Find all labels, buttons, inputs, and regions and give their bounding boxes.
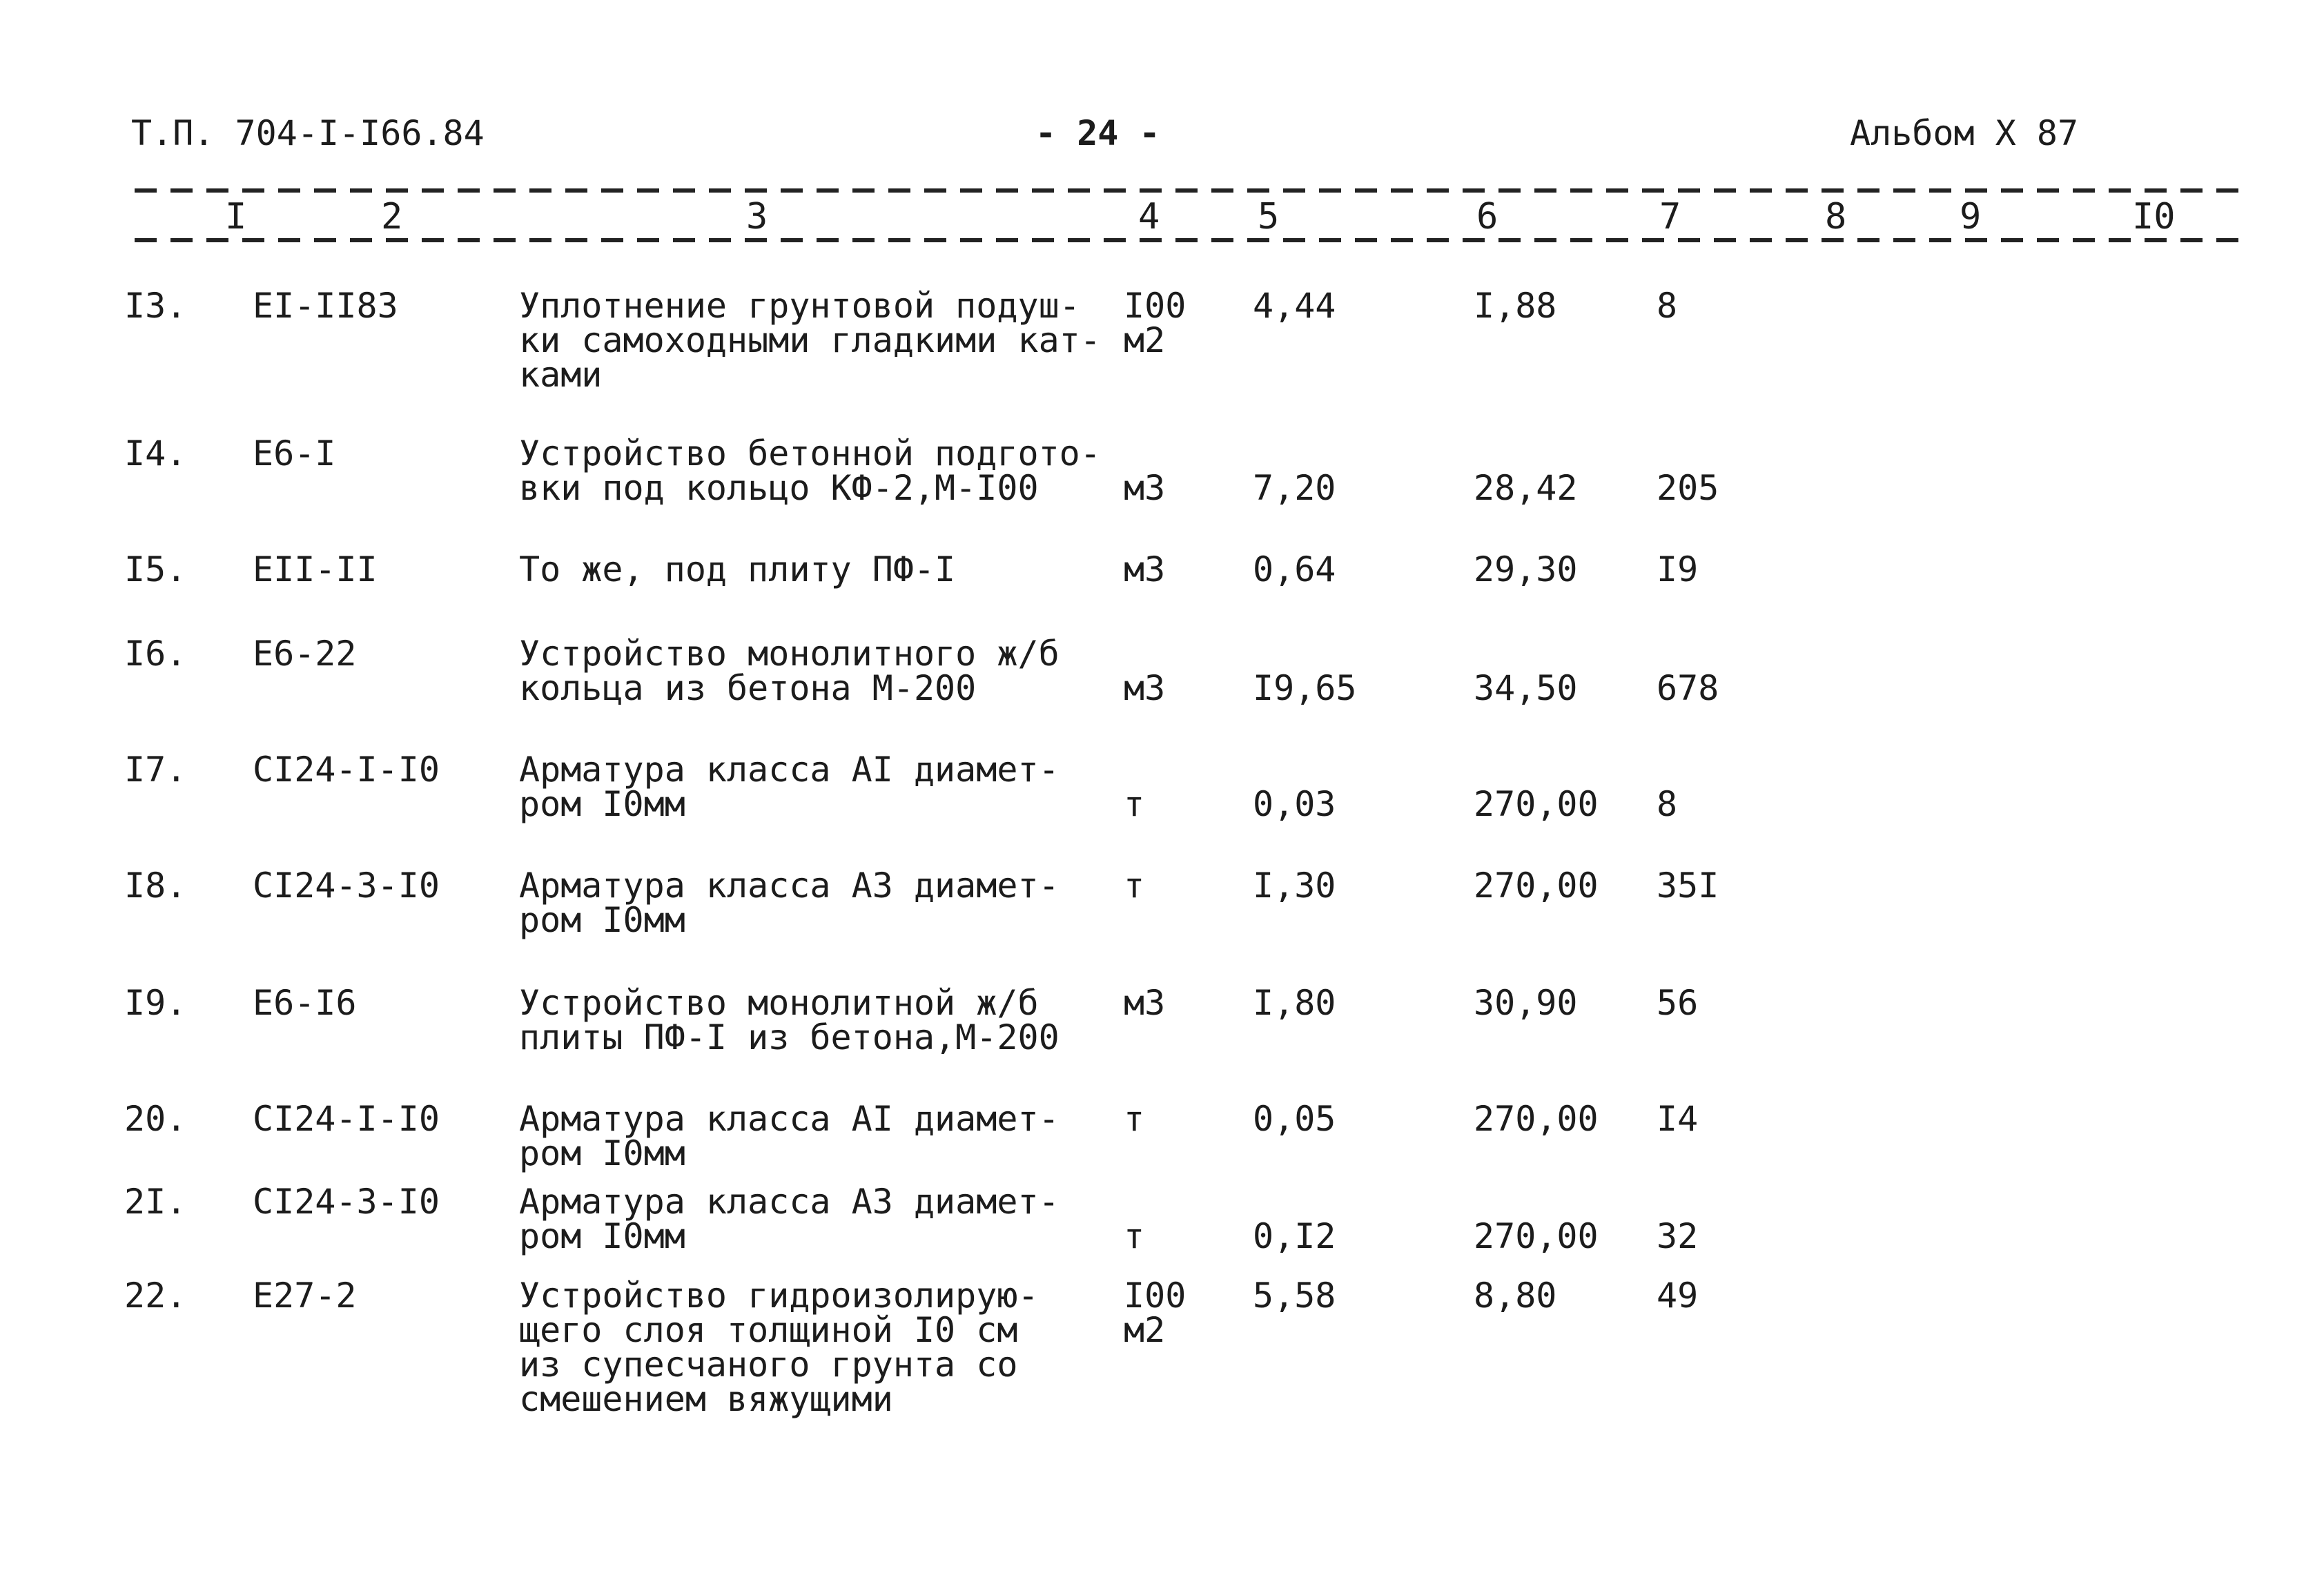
album-label: Альбом X 87 bbox=[1850, 113, 2079, 153]
quantity: I,80 bbox=[1253, 983, 1336, 1023]
column-number: I bbox=[222, 199, 249, 235]
total-cost: 8 bbox=[1657, 784, 1678, 824]
work-description: Устройство гидроизолирую- щего слоя толщиной I0 см из супесчаного грунта со смешением вяжущими bbox=[519, 1276, 1039, 1419]
quantity: 7,20 bbox=[1253, 468, 1336, 508]
norm-code: CI24-I-I0 bbox=[253, 750, 440, 790]
unit: I00 м2 bbox=[1124, 1276, 1187, 1350]
work-description: Арматура класса А3 диамет- ром I0мм bbox=[519, 866, 1060, 940]
row-number: I5. bbox=[124, 549, 187, 589]
quantity: 0,I2 bbox=[1253, 1216, 1336, 1256]
column-number: 8 bbox=[1822, 199, 1849, 235]
total-cost: 35I bbox=[1657, 866, 1719, 906]
row-number: I7. bbox=[124, 750, 187, 790]
norm-code: E27-2 bbox=[253, 1276, 357, 1316]
work-description: То же, под плиту ПФ-I bbox=[519, 549, 956, 589]
unit: м3 bbox=[1124, 668, 1166, 708]
norm-code: EII-II bbox=[253, 549, 378, 589]
unit-price: 270,00 bbox=[1474, 1216, 1599, 1256]
header-rule-bottom bbox=[135, 238, 2240, 242]
column-number: 3 bbox=[743, 199, 770, 235]
column-number: 9 bbox=[1957, 199, 1984, 235]
column-number: 7 bbox=[1657, 199, 1683, 235]
unit-price: 270,00 bbox=[1474, 1099, 1599, 1139]
total-cost: 32 bbox=[1657, 1216, 1699, 1256]
quantity: 4,44 bbox=[1253, 286, 1336, 326]
row-number: I8. bbox=[124, 866, 187, 906]
unit: т bbox=[1124, 1216, 1145, 1256]
column-number: 4 bbox=[1135, 199, 1162, 235]
total-cost: 49 bbox=[1657, 1276, 1699, 1316]
unit: т bbox=[1124, 1099, 1145, 1139]
document-code: Т.П. 704-I-I66.84 bbox=[131, 113, 485, 153]
total-cost: 205 bbox=[1657, 468, 1719, 508]
total-cost: 56 bbox=[1657, 983, 1699, 1023]
quantity: 0,03 bbox=[1253, 784, 1336, 824]
row-number: I9. bbox=[124, 983, 187, 1023]
norm-code: CI24-3-I0 bbox=[253, 866, 440, 906]
quantity: 0,05 bbox=[1253, 1099, 1336, 1139]
row-number: I6. bbox=[124, 634, 187, 674]
norm-code: E6-22 bbox=[253, 634, 357, 674]
total-cost: 8 bbox=[1657, 286, 1678, 326]
unit-price: 30,90 bbox=[1474, 983, 1578, 1023]
header-rule-top bbox=[135, 188, 2240, 193]
row-number: 22. bbox=[124, 1276, 187, 1316]
unit-price: 8,80 bbox=[1474, 1276, 1557, 1316]
work-description: Уплотнение грунтовой подуш- ки самоходными гладкими кат- ками bbox=[519, 286, 1101, 395]
norm-code: CI24-I-I0 bbox=[253, 1099, 440, 1139]
unit: т bbox=[1124, 866, 1145, 906]
unit-price: 270,00 bbox=[1474, 866, 1599, 906]
column-number: 5 bbox=[1255, 199, 1282, 235]
work-description: Устройство монолитного ж/б кольца из бетона М-200 bbox=[519, 634, 1060, 708]
unit-price: 28,42 bbox=[1474, 468, 1578, 508]
unit: I00 м2 bbox=[1124, 286, 1187, 360]
column-number: I0 bbox=[2129, 199, 2178, 235]
page-number: - 24 - bbox=[1035, 113, 1160, 153]
unit-price: 29,30 bbox=[1474, 549, 1578, 589]
unit: м3 bbox=[1124, 983, 1166, 1023]
total-cost: 678 bbox=[1657, 668, 1719, 708]
row-number: 2I. bbox=[124, 1182, 187, 1222]
quantity: I,30 bbox=[1253, 866, 1336, 906]
unit-price: 34,50 bbox=[1474, 668, 1578, 708]
total-cost: I9 bbox=[1657, 549, 1699, 589]
quantity: 5,58 bbox=[1253, 1276, 1336, 1316]
work-description: Арматура класса АI диамет- ром I0мм bbox=[519, 750, 1060, 824]
row-number: I4. bbox=[124, 433, 187, 474]
work-description: Устройство бетонной подгото- вки под кольцо КФ-2,М-I00 bbox=[519, 433, 1101, 508]
work-description: Устройство монолитной ж/б плиты ПФ-I из бетона,М-200 bbox=[519, 983, 1060, 1057]
unit: м3 bbox=[1124, 549, 1166, 589]
quantity: I9,65 bbox=[1253, 668, 1357, 708]
work-description: Арматура класса АI диамет- ром I0мм bbox=[519, 1099, 1060, 1173]
column-number: 6 bbox=[1474, 199, 1501, 235]
unit: т bbox=[1124, 784, 1145, 824]
row-number: I3. bbox=[124, 286, 187, 326]
unit-price: 270,00 bbox=[1474, 784, 1599, 824]
norm-code: E6-I6 bbox=[253, 983, 357, 1023]
norm-code: CI24-3-I0 bbox=[253, 1182, 440, 1222]
column-number: 2 bbox=[378, 199, 405, 235]
norm-code: E6-I bbox=[253, 433, 336, 474]
unit: м3 bbox=[1124, 468, 1166, 508]
unit-price: I,88 bbox=[1474, 286, 1557, 326]
total-cost: I4 bbox=[1657, 1099, 1699, 1139]
row-number: 20. bbox=[124, 1099, 187, 1139]
work-description: Арматура класса А3 диамет- ром I0мм bbox=[519, 1182, 1060, 1256]
norm-code: EI-II83 bbox=[253, 286, 398, 326]
quantity: 0,64 bbox=[1253, 549, 1336, 589]
